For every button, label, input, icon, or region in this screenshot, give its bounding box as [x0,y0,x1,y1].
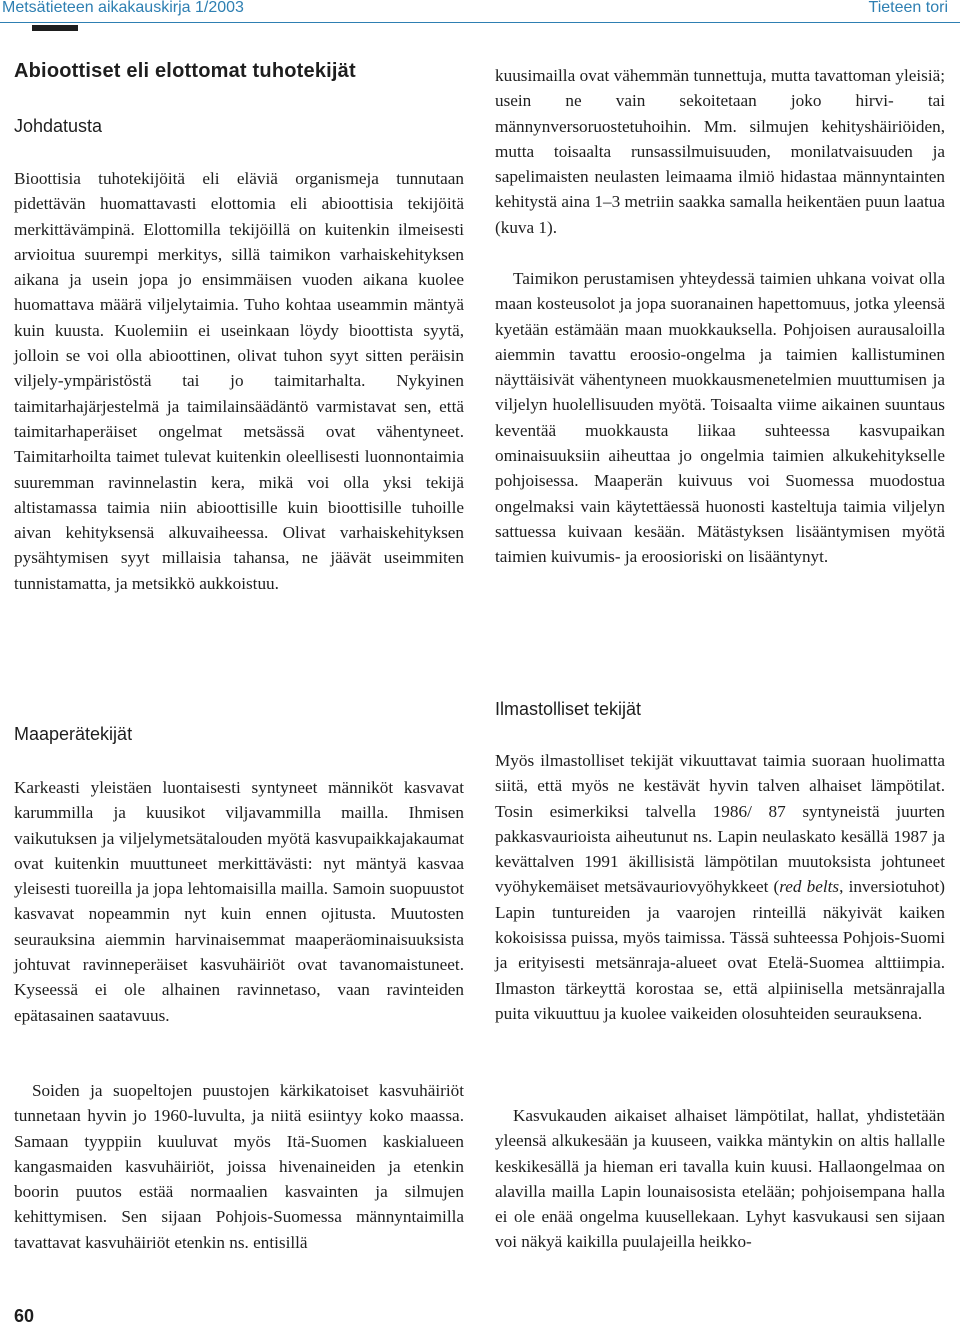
page-number: 60 [14,1306,35,1326]
climate-paragraph-1 [495,748,945,1026]
soil-paragraph-4: Taimikon perustamisen yhteydessä taimien uhkana voivat olla maan kosteusolot ja jopa suoranainen hapettomuus, jotka yleensä kyetään estämään maan muokkauksella. Pohjoisen aurausaloilla aiemmin tavattu eroosio-ongelma ja taimien kallistuminen näyttäisivät vähentyneen muokkausmenetelmien muuttumisen ja viljelyn huolellisuuden myötä. Toisaalta viime aikainen suuntaus keventää muokkausta liikaa suhteessa kasvupaikan ominaisuuksiin aiheuttaa jo ongelmia taimien alkukehitykselle pohjoisessa. Maaperän kuivuus voi Suomessa muodostua ongelmaksi vain käytettäessä huonosti kasteltuja taimia viljelyn sattuessa kuivaan kesään. Mätästyksen lisääntymisen myötä taimien kuivumis- ja eroosioriski on lisääntynyt. [495,269,945,567]
section-name: Tieteen tori [868,0,948,16]
intro-paragraph: Bioottisia tuhotekijöitä eli eläviä organismeja tunnutaan pidettävän huomattavasti elottomia eli abioottisia tekijöitä merkittävämpinä. Elottomilla tekijöillä on kuitenkin ilmeisesti arvioitua suurempi merkitys, sillä taimikon varhaiskehityksen aikana ja usein jopa jo ensimmäisen vuoden aikana kuolee huomattava määrä viljelytaimia. Tuho kohtaa useammin mäntyä kuin kuusta. Kuolemiin ei useinkaan löydy bioottista syytä, jolloin se voi olla abioottinen, olivat tuhon syyt sitten peräisin viljely-ympäristöstä tai jo taimitarhalta. Nykyinen taimitarhajärjestelmä ja taimilainsäädäntö varmistavat sen, että taimitarhaperäiset ongelmat metsässä ovat vähentyneet. Taimitarhoilta taimet tulevat kuitenkin oleellisesti luonnontaimia suuremman ravinnelastin kera, mikä voi olla yksi tekijä altistamassa taimia niin abioottisille kuin bioottisille tuhoille aivan kehityksensä alkuvaiheessa. Olivat varhaiskehityksen pysähtymisen syyt millaisia tahansa, ne jäävät useimmiten tunnistamatta, ja metsikkö aukkoistuu. [14,169,464,593]
climate-italic-term: red belts [779,877,840,897]
intro-heading: Johdatusta [14,116,103,136]
journal-name: Metsätieteen aikakauskirja 1/2003 [2,0,244,16]
climate-paragraph-2: Kasvukauden aikaiset alhaiset lämpötilat, hallat, yhdistetään yleensä alkukesään ja kuuseen, vaikka mäntykin on altis hallalle keskikesällä ja hieman eri tavalla kuin kuusi. Hallaongelmaa on alavilla mailla Lapin lounaisosista etelään; pohjoisempana halla ei ole enää ongelma kuusellekaan. Lyhyt kasvukausi sen sijaan voi näkyä kaikilla puulajeilla heikko- [495,1106,945,1252]
soil-paragraph-3: kuusimailla ovat vähemmän tunnettuja, mutta tavattoman yleisiä; usein ne vain sekoitetaan joko hirvi- tai männynversoruostetuhoihin. Mm. silmujen kehityshäiriöiden, mutta toisaalta runsassilmuisuuden, monilatvaisuuden ja sapelimaisten neulasten leimaama ilmiö hidastaa männyntainten kehitystä aina 1–3 metriin saakka samalla heikentäen puun laatua (kuva 1). [495,66,945,237]
header-rule [0,22,960,23]
soil-paragraph-2: Soiden ja suopeltojen puustojen kärkikatoiset kasvuhäiriöt tunnetaan hyvin jo 1960-luvulta, ja niitä esiintyy koko maassa. Samaan tyyppiin kuuluvat myös Itä-Suomen kaskialueen kangasmaiden kasvuhäiriöt, joissa hivenaineiden ja etenkin boorin puutos estää normaalien kasvainten ja silmujen kehittymisen. Sen sijaan Pohjois-Suomessa männyntaimilla tavattavat kasvuhäiriöt etenkin ns. entisillä [14,1081,464,1252]
running-header [0,0,960,22]
climate-text-2: , inversiotuhot) Lapin tuntureiden ja vaarojen rinteillä näkyivät kaiken kokoisissa puissa, myös taimissa. Tässä suhteessa Pohjois-Suomi ja erityisesti metsänraja-alueet ovat Etelä-Suomea alttiimpia. Ilmaston tärkeyttä korostaa se, että alpiinisella metsänrajalla puita vikuuttuu ja kuolee vaikeiden olosuhteiden seurauksena. [495,877,945,1023]
climate-heading: Ilmastolliset tekijät [495,699,642,719]
climate-text-1: Myös ilmastolliset tekijät vikuuttavat taimia suoraan huolimatta siitä, että myös ne kestävät hyvin talven alhaiset lämpötilat. Tosin esimerkiksi talvella 1986/ 87 syntyneistä juurten pakkasvaurioista aiheutunut ns. Lapin neulaskato kesällä 1987 ja kevättalven 1991 äkillisistä lämpötilan muutoksista johtuneet vyöhykemäiset metsävauriovyöhykkeet ( [495,751,945,897]
article-title: Abioottiset eli elottomat tuhotekijät [14,60,356,82]
soil-paragraph-1: Karkeasti yleistäen luontaisesti syntyneet männiköt kasvavat karummilla ja kuusikot viljavammilla mailla. Ihmisen vaikutuksen ja viljelymetsätalouden myötä kasvupaikkajakaumat ovat kuitenkin muuttuneet merkittävästi: nyt mäntyä kasvaa yleisesti tuoreilla ja jopa lehtomaisilla mailla. Samoin suopuustot kasvavat nopeammin nyt kuin ennen ojitusta. Muutosten seurauksina aiemmin harvinaisemmat maaperäominaisuuksista johtuvat ravinneperäiset kasvuhäiriöt ovat tavanomaistuneet. Kyseessä ei ole alhainen ravinnetaso, vaan ravinteiden epätasainen saatavuus. [14,778,464,1025]
soil-heading: Maaperätekijät [14,724,133,744]
header-bar [32,25,78,31]
